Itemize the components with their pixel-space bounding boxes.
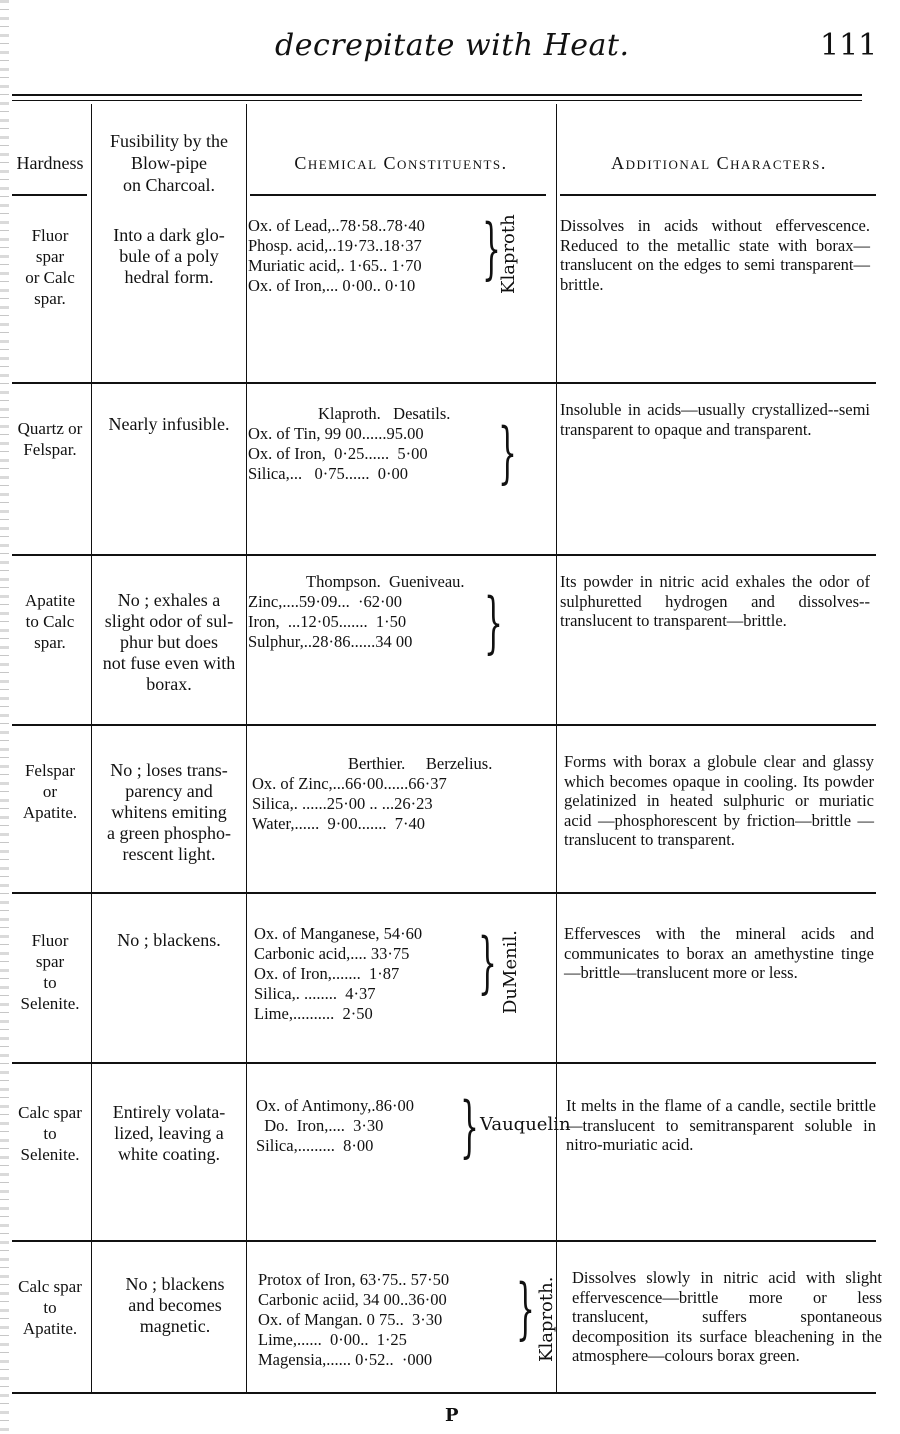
row2-brace: } bbox=[498, 414, 517, 491]
row3-additional: Its powder in nitric acid exhales the odor of sulphuretted hydrogen and dissolves--translucent to transparent—brittle. bbox=[560, 572, 870, 630]
row5-attribution: DuMenil. bbox=[500, 930, 521, 1014]
col-head-chemical: Chemical Constituents. bbox=[294, 153, 508, 173]
row6-fusibility: Entirely volata- lized, leaving a white coating. bbox=[112, 1102, 226, 1164]
row3-brace: } bbox=[484, 584, 503, 661]
header-rule-c bbox=[560, 194, 876, 196]
header-rule-a bbox=[12, 194, 87, 196]
table-bottom-rule bbox=[12, 1392, 876, 1394]
row3-authorities: Thompson. Gueniveau. bbox=[306, 572, 465, 591]
column-divider-2 bbox=[246, 104, 247, 1394]
row2-hardness: Quartz or Felspar. bbox=[17, 419, 83, 459]
page-edge-shadow bbox=[0, 0, 9, 1434]
row2-constituents: Klaproth. Desatils. Ox. of Tin, 99 00......95.00 Ox. of Iron, 0·25...... 5·00 Silica,... 0·75...... 0·00 bbox=[248, 404, 451, 483]
row6-additional: It melts in the flame of a candle, sectile brittle—translucent to semitransparent soluble in nitro-muriatic acid. bbox=[566, 1096, 876, 1154]
row7-additional: Dissolves slowly in nitric acid with slight effervescence—brittle more or less translucent, suffers spontaneous decomposition its surface bleachening in the atmosphere—colours borax green. bbox=[572, 1268, 882, 1365]
page-number: 111 bbox=[820, 28, 878, 63]
row1-attribution: Klaproth bbox=[498, 214, 519, 294]
row1-brace: } bbox=[482, 210, 501, 287]
col-head-hardness: Hardness bbox=[16, 153, 84, 173]
row4-additional: Forms with borax a globule clear and glassy which becomes opaque in cooling. Its powder gelatinized in heated sulphuric or muriatic acid —phosphorescent by friction—brittle —translucent to transparent. bbox=[564, 752, 874, 849]
row6-brace: } bbox=[460, 1088, 479, 1165]
row3-fusibility: No ; exhales a slight odor of sul- phur but does not fuse even with borax. bbox=[102, 590, 236, 694]
col-head-fusibility: Fusibility by the Blow-pipe on Charcoal. bbox=[109, 131, 228, 195]
running-head-title: decrepitate with Heat. bbox=[275, 28, 630, 63]
row7-attribution: Klaproth. bbox=[536, 1276, 557, 1362]
row7-fusibility: No ; blackens and becomes magnetic. bbox=[125, 1274, 225, 1336]
row7-brace: } bbox=[516, 1270, 535, 1347]
row5-brace: } bbox=[478, 924, 497, 1001]
row6-attribution: Vauquelin bbox=[480, 1114, 571, 1135]
row4-constituents: Berthier. Berzelius. Ox. of Zinc,...66·00......66·37 Silica,. ......25·00 .. ...26·23 Water,...... 9·00....... 7·40 bbox=[252, 754, 493, 833]
signature-mark: P bbox=[445, 1405, 459, 1426]
row1-additional: Dissolves in acids without effervescence. Reduced to the metallic state with borax—translucent on the edges to semi transparent—brittle. bbox=[560, 216, 870, 294]
header-rule-b bbox=[250, 194, 546, 196]
column-divider-3 bbox=[556, 104, 557, 1394]
row2-additional: Insoluble in acids—usually crystallized--semi transparent to opaque and transparent. bbox=[560, 400, 870, 439]
row2-fusibility: Nearly infusible. bbox=[108, 414, 230, 434]
column-divider-1 bbox=[91, 104, 92, 1394]
row5-hardness: Fluor spar to Selenite. bbox=[20, 931, 80, 1013]
row5-additional: Effervesces with the mineral acids and communicates to borax an amethystine tinge—brittle—translucent more or less. bbox=[564, 924, 874, 982]
row-separator-2 bbox=[12, 554, 876, 556]
row4-authorities: Berthier. Berzelius. bbox=[348, 754, 493, 773]
row1-constituents: Ox. of Lead,..78·58..78·40 Phosp. acid,..19·73..18·37 Muriatic acid,. 1·65.. 1·70 Ox. of Iron,... 0·00.. 0·10 bbox=[248, 216, 425, 295]
row3-constituents: Thompson. Gueniveau. Zinc,....59·09... ·62·00 Iron, ...12·05....... 1·50 Sulphur,..28·86......34 00 bbox=[248, 572, 465, 651]
head-rule-thin bbox=[12, 100, 862, 101]
row5-constituents: Ox. of Manganese, 54·60 Carbonic acid,.... 33·75 Ox. of Iron,....... 1·87 Silica,. ........ 4·37 Lime,.......... 2·50 bbox=[254, 924, 423, 1023]
row-separator-4 bbox=[12, 892, 876, 894]
row4-hardness: Felspar or Apatite. bbox=[22, 761, 78, 822]
row-separator-5 bbox=[12, 1062, 876, 1064]
row6-constituents: Ox. of Antimony,.86·00 Do. Iron,.... 3·30 Silica,......... 8·00 bbox=[256, 1096, 414, 1155]
row-separator-3 bbox=[12, 724, 876, 726]
col-head-additional: Additional Characters. bbox=[611, 153, 827, 173]
row6-hardness: Calc spar to Selenite. bbox=[18, 1103, 82, 1164]
row4-fusibility: No ; loses trans- parency and whitens emiting a green phospho- rescent light. bbox=[107, 760, 231, 864]
row7-hardness: Calc spar to Apatite. bbox=[18, 1277, 82, 1338]
row2-authorities: Klaproth. Desatils. bbox=[318, 404, 451, 423]
row-separator-6 bbox=[12, 1240, 876, 1242]
head-rule-thick bbox=[12, 94, 862, 96]
row5-fusibility: No ; blackens. bbox=[117, 930, 221, 950]
row-separator-1 bbox=[12, 382, 876, 384]
row3-hardness: Apatite to Calc spar. bbox=[24, 591, 76, 652]
row1-fusibility: Into a dark glo- bule of a poly hedral form. bbox=[113, 225, 225, 287]
row7-constituents: Protox of Iron, 63·75.. 57·50 Carbonic aciid, 34 00..36·00 Ox. of Mangan. 0 75.. 3·30 Lime,...... 0·00.. 1·25 Magensia,...... 0·52.. ·000 bbox=[258, 1270, 450, 1369]
row1-hardness: Fluor spar or Calc spar. bbox=[25, 226, 75, 308]
